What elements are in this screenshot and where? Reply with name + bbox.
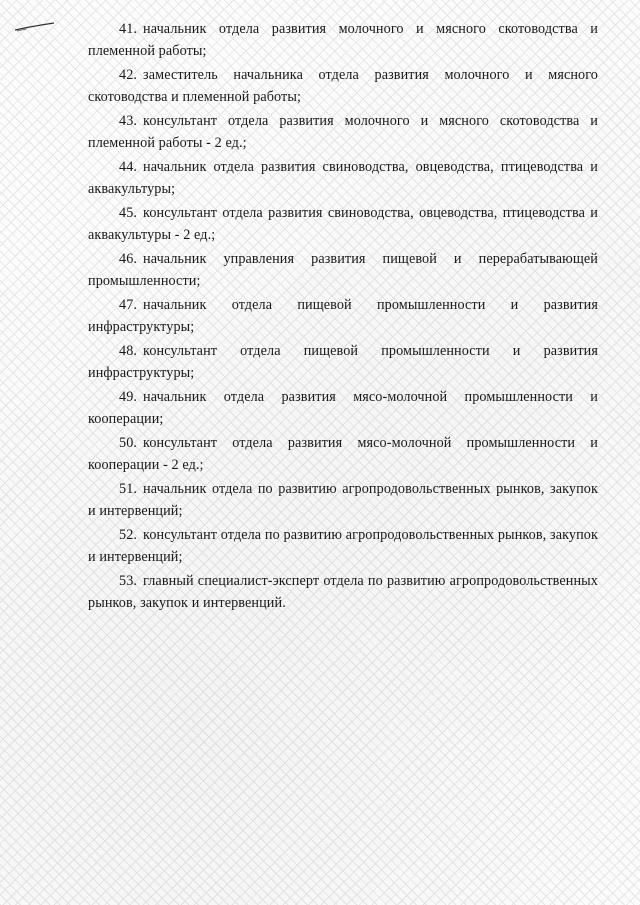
list-item (88, 570, 598, 614)
item-text: консультант отдела пищевой промышленности и развития инфраструктуры; (88, 343, 598, 381)
list-item (88, 432, 598, 476)
list-item (88, 64, 598, 108)
item-text: начальник отдела развития свиноводства, овцеводства, птицеводства и аквакультуры; (88, 159, 598, 197)
item-number: 48. (119, 343, 138, 359)
item-text: консультант отдела по развитию агропродовольственных рынков, закупок и интервенций; (88, 527, 598, 565)
item-number: 44. (119, 159, 138, 175)
item-text: начальник отдела развития мясо-молочной промышленности и кооперации; (88, 389, 598, 427)
item-number: 41. (119, 21, 138, 37)
item-text: начальник управления развития пищевой и перерабатывающей промышленности; (88, 251, 598, 289)
list-item (88, 524, 598, 568)
positions-list (88, 18, 598, 614)
item-text: заместитель начальника отдела развития молочного и мясного скотоводства и племенной работы; (88, 67, 598, 105)
list-item (88, 478, 598, 522)
list-item (88, 294, 598, 338)
item-number: 43. (119, 113, 138, 129)
item-number: 50. (119, 435, 138, 451)
item-text: консультант отдела развития молочного и мясного скотоводства и племенной работы - 2 ед.; (88, 113, 598, 151)
list-item (88, 340, 598, 384)
item-text: консультант отдела развития мясо-молочной промышленности и кооперации - 2 ед.; (88, 435, 598, 473)
list-item (88, 18, 598, 62)
item-number: 46. (119, 251, 138, 267)
item-text: начальник отдела развития молочного и мясного скотоводства и племенной работы; (88, 21, 598, 59)
item-text: главный специалист-эксперт отдела по развитию агропродовольственных рынков, закупок и интервенций. (88, 573, 598, 611)
item-text: начальник отдела по развитию агропродовольственных рынков, закупок и интервенций; (88, 481, 598, 519)
item-number: 42. (119, 67, 138, 83)
scan-artifact-mark (14, 22, 56, 32)
item-number: 52. (119, 527, 138, 543)
list-item (88, 202, 598, 246)
list-item (88, 110, 598, 154)
list-item (88, 156, 598, 200)
item-number: 53. (119, 573, 138, 589)
item-number: 49. (119, 389, 138, 405)
item-number: 47. (119, 297, 138, 313)
item-text: консультант отдела развития свиноводства, овцеводства, птицеводства и аквакультуры - 2 ед.; (88, 205, 598, 243)
list-item (88, 386, 598, 430)
item-number: 45. (119, 205, 138, 221)
list-item (88, 248, 598, 292)
item-text: начальник отдела пищевой промышленности и развития инфраструктуры; (88, 297, 598, 335)
item-number: 51. (119, 481, 138, 497)
